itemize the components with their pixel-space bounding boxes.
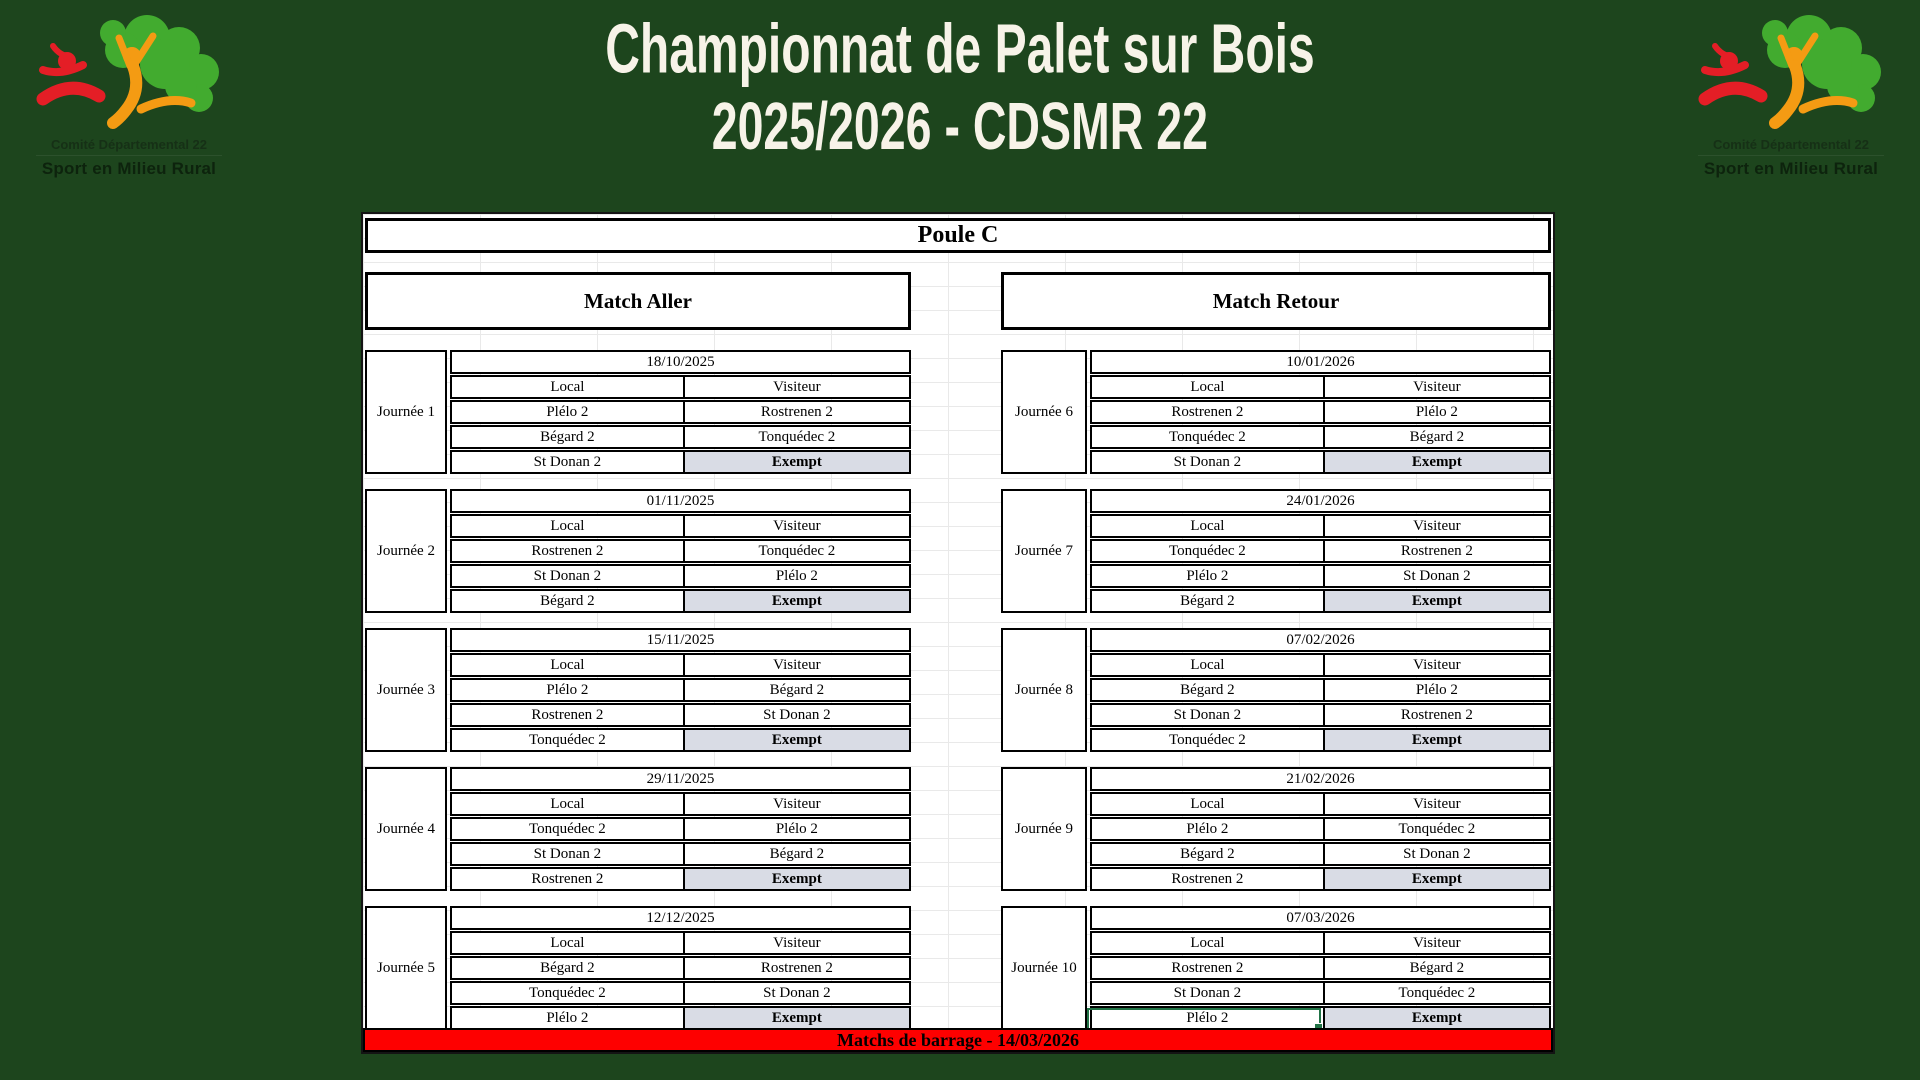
visitor-team-cell[interactable]: Bégard 2 (769, 681, 825, 698)
visitor-team-cell[interactable]: Tonquédec 2 (758, 428, 836, 445)
match-row (450, 817, 911, 841)
match-row (1090, 842, 1551, 866)
aller-column (365, 350, 911, 1045)
visitor-team-cell[interactable]: Plélo 2 (1415, 681, 1458, 698)
day-block (1001, 628, 1551, 752)
visitor-team-cell[interactable]: Rostrenen 2 (1400, 706, 1473, 723)
local-team-cell[interactable]: Bégard 2 (452, 958, 685, 978)
exempt-cell[interactable]: Exempt (685, 730, 909, 750)
local-header-cell[interactable]: Local (1092, 377, 1325, 397)
exempt-cell[interactable]: Exempt (1325, 730, 1549, 750)
day-table (450, 767, 911, 891)
local-header-cell[interactable]: Local (452, 933, 685, 953)
date-row (450, 350, 911, 374)
local-header-cell[interactable]: Local (452, 794, 685, 814)
visitor-team-cell[interactable]: Tonquédec 2 (1398, 820, 1476, 837)
local-team-cell[interactable]: Plélo 2 (1092, 566, 1325, 586)
day-label-cell[interactable]: Journée 1 (365, 350, 447, 474)
match-row (1090, 728, 1551, 752)
date-row (1090, 350, 1551, 374)
match-row (450, 678, 911, 702)
match-row (1090, 678, 1551, 702)
barrage-banner-cell[interactable]: Matchs de barrage - 14/03/2026 (363, 1028, 1553, 1052)
visitor-team-cell[interactable]: St Donan 2 (1403, 845, 1471, 862)
local-team-cell[interactable]: Rostrenen 2 (1092, 402, 1325, 422)
local-team-cell[interactable]: Tonquédec 2 (452, 730, 685, 750)
visitor-header-cell[interactable]: Visiteur (773, 517, 821, 534)
column-header-row (1090, 792, 1551, 816)
day-table (1090, 350, 1551, 474)
local-team-cell[interactable]: Plélo 2 (452, 680, 685, 700)
local-header-cell[interactable]: Local (452, 377, 685, 397)
visitor-header-cell[interactable]: Visiteur (1413, 378, 1461, 395)
visitor-team-cell[interactable]: Rostrenen 2 (1400, 542, 1473, 559)
column-header-row (450, 931, 911, 955)
logo-caption-committee: Comité Départemental 22 (50, 137, 208, 152)
match-row (1090, 425, 1551, 449)
local-team-cell[interactable]: Rostrenen 2 (1092, 869, 1325, 889)
match-row (450, 589, 911, 613)
visitor-header-cell[interactable]: Visiteur (1413, 517, 1461, 534)
local-team-cell[interactable]: Tonquédec 2 (452, 819, 685, 839)
local-team-cell[interactable]: Plélo 2 (452, 402, 685, 422)
exempt-cell[interactable]: Exempt (685, 869, 909, 889)
visitor-team-cell[interactable]: Bégard 2 (1409, 428, 1465, 445)
exempt-cell[interactable]: Exempt (685, 1008, 909, 1028)
column-header-row (1090, 653, 1551, 677)
title-line-2: 2025/2026 - CDSMR 22 (711, 89, 1209, 165)
day-table (450, 350, 911, 474)
day-block (1001, 767, 1551, 891)
local-team-cell[interactable]: Plélo 2 (1092, 1008, 1325, 1028)
match-row (1090, 867, 1551, 891)
date-row (1090, 489, 1551, 513)
visitor-team-cell[interactable]: Bégard 2 (769, 845, 825, 862)
day-block (1001, 489, 1551, 613)
local-header-cell[interactable]: Local (1092, 794, 1325, 814)
day-label-cell[interactable]: Journée 5 (365, 906, 447, 1030)
exempt-cell[interactable]: Exempt (1325, 591, 1549, 611)
day-block (365, 489, 911, 613)
local-team-cell[interactable]: Bégard 2 (1092, 844, 1325, 864)
day-table (1090, 489, 1551, 613)
match-row (1090, 564, 1551, 588)
local-team-cell[interactable]: Rostrenen 2 (452, 705, 685, 725)
match-row (1090, 703, 1551, 727)
date-cell[interactable]: 15/11/2025 (646, 631, 715, 648)
visitor-header-cell[interactable]: Visiteur (773, 378, 821, 395)
match-row (1090, 539, 1551, 563)
date-cell[interactable]: 21/02/2026 (1286, 770, 1355, 787)
logo-caption-sport: Sport en Milieu Rural (41, 159, 217, 178)
column-header-row (450, 653, 911, 677)
local-team-cell[interactable]: Plélo 2 (452, 1008, 685, 1028)
visitor-team-cell[interactable]: St Donan 2 (763, 706, 831, 723)
local-team-cell[interactable]: Bégard 2 (452, 591, 685, 611)
visitor-header-cell[interactable]: Visiteur (773, 795, 821, 812)
local-header-cell[interactable]: Local (452, 655, 685, 675)
date-cell[interactable]: 24/01/2026 (1286, 492, 1355, 509)
day-label-cell[interactable]: Journée 9 (1001, 767, 1087, 891)
exempt-cell[interactable]: Exempt (685, 591, 909, 611)
match-row (1090, 400, 1551, 424)
match-row (450, 867, 911, 891)
date-row (450, 767, 911, 791)
match-row (450, 956, 911, 980)
visitor-team-cell[interactable]: Tonquédec 2 (758, 542, 836, 559)
day-label-cell[interactable]: Journée 6 (1001, 350, 1087, 474)
day-label-cell[interactable]: Journée 4 (365, 767, 447, 891)
day-label-cell[interactable]: Journée 8 (1001, 628, 1087, 752)
match-row (450, 703, 911, 727)
pool-title-cell[interactable]: Poule C (365, 218, 1551, 253)
date-cell[interactable]: 18/10/2025 (646, 353, 715, 370)
local-team-cell[interactable]: St Donan 2 (452, 844, 685, 864)
column-header-row (450, 792, 911, 816)
visitor-header-cell[interactable]: Visiteur (1413, 934, 1461, 951)
visitor-team-cell[interactable]: Plélo 2 (1415, 403, 1458, 420)
visitor-team-cell[interactable]: St Donan 2 (763, 984, 831, 1001)
local-team-cell[interactable]: St Donan 2 (1092, 705, 1325, 725)
local-header-cell[interactable]: Local (1092, 516, 1325, 536)
exempt-cell[interactable]: Exempt (1325, 452, 1549, 472)
local-team-cell[interactable]: Tonquédec 2 (1092, 427, 1325, 447)
match-row (450, 981, 911, 1005)
local-team-cell[interactable]: Plélo 2 (1092, 819, 1325, 839)
day-block (1001, 350, 1551, 474)
match-row (450, 425, 911, 449)
local-team-cell[interactable]: St Donan 2 (452, 566, 685, 586)
visitor-header-cell[interactable]: Visiteur (1413, 656, 1461, 673)
date-row (1090, 767, 1551, 791)
day-table (1090, 767, 1551, 891)
visitor-team-cell[interactable]: Bégard 2 (1409, 959, 1465, 976)
date-row (450, 489, 911, 513)
date-cell[interactable]: 07/02/2026 (1286, 631, 1355, 648)
active-cell-selection[interactable] (1087, 1008, 1321, 1030)
local-team-cell[interactable]: St Donan 2 (1092, 452, 1325, 472)
local-header-cell[interactable]: Local (1092, 655, 1325, 675)
date-row (1090, 628, 1551, 652)
retour-column (1001, 350, 1551, 1045)
visitor-team-cell[interactable]: Plélo 2 (775, 820, 818, 837)
local-team-cell[interactable]: St Donan 2 (452, 452, 685, 472)
day-block (365, 767, 911, 891)
column-header-row (450, 514, 911, 538)
match-retour-header-cell[interactable]: Match Retour (1001, 272, 1551, 330)
match-row (1090, 956, 1551, 980)
day-table (450, 906, 911, 1030)
date-cell[interactable]: 10/01/2026 (1286, 353, 1355, 370)
day-table (1090, 628, 1551, 752)
exempt-cell[interactable]: Exempt (685, 452, 909, 472)
local-team-cell[interactable]: Rostrenen 2 (1092, 958, 1325, 978)
page-title (0, 9, 1920, 165)
match-row (450, 400, 911, 424)
local-team-cell[interactable]: Tonquédec 2 (1092, 730, 1325, 750)
day-label-cell[interactable]: Journée 3 (365, 628, 447, 752)
local-team-cell[interactable]: Rostrenen 2 (452, 541, 685, 561)
logo-caption-committee: Comité Départemental 22 (1712, 137, 1870, 152)
visitor-team-cell[interactable]: St Donan 2 (1403, 567, 1471, 584)
match-row (450, 564, 911, 588)
title-line-1: Championnat de Palet sur Bois (605, 9, 1315, 88)
match-row (1090, 981, 1551, 1005)
date-cell[interactable]: 07/03/2026 (1286, 909, 1355, 926)
date-cell[interactable]: 12/12/2025 (646, 909, 715, 926)
local-header-cell[interactable]: Local (452, 516, 685, 536)
day-label-cell[interactable]: Journée 7 (1001, 489, 1087, 613)
day-label-cell[interactable]: Journée 10 (1001, 906, 1087, 1030)
date-cell[interactable]: 29/11/2025 (646, 770, 715, 787)
match-row (450, 842, 911, 866)
day-block (365, 628, 911, 752)
visitor-header-cell[interactable]: Visiteur (773, 656, 821, 673)
schedule-spreadsheet[interactable] (361, 212, 1555, 1054)
match-row (1090, 817, 1551, 841)
visitor-team-cell[interactable]: Rostrenen 2 (760, 403, 833, 420)
date-row (450, 906, 911, 930)
visitor-header-cell[interactable]: Visiteur (773, 934, 821, 951)
local-team-cell[interactable]: St Donan 2 (1092, 983, 1325, 1003)
visitor-team-cell[interactable]: Plélo 2 (775, 567, 818, 584)
local-team-cell[interactable]: Bégard 2 (1092, 591, 1325, 611)
exempt-cell[interactable]: Exempt (1325, 1008, 1549, 1028)
day-table (450, 489, 911, 613)
exempt-cell[interactable]: Exempt (1325, 869, 1549, 889)
visitor-team-cell[interactable]: Rostrenen 2 (760, 959, 833, 976)
visitor-team-cell[interactable]: Tonquédec 2 (1398, 984, 1476, 1001)
date-row (450, 628, 911, 652)
logo-caption-sport: Sport en Milieu Rural (1703, 159, 1879, 178)
day-block (365, 906, 911, 1030)
local-team-cell[interactable]: Bégard 2 (1092, 680, 1325, 700)
column-header-row (1090, 514, 1551, 538)
match-row (450, 450, 911, 474)
column-header-row (450, 375, 911, 399)
local-header-cell[interactable]: Local (1092, 933, 1325, 953)
column-header-row (1090, 375, 1551, 399)
date-cell[interactable]: 01/11/2025 (646, 492, 715, 509)
local-team-cell[interactable]: Bégard 2 (452, 427, 685, 447)
date-row (1090, 906, 1551, 930)
local-team-cell[interactable]: Tonquédec 2 (1092, 541, 1325, 561)
column-header-row (1090, 931, 1551, 955)
match-row (450, 539, 911, 563)
day-label-cell[interactable]: Journée 2 (365, 489, 447, 613)
match-row (1090, 450, 1551, 474)
match-row (450, 728, 911, 752)
local-team-cell[interactable]: Rostrenen 2 (452, 869, 685, 889)
match-row (450, 1006, 911, 1030)
visitor-header-cell[interactable]: Visiteur (1413, 795, 1461, 812)
day-table (450, 628, 911, 752)
day-block (365, 350, 911, 474)
match-aller-header-cell[interactable]: Match Aller (365, 272, 911, 330)
match-row (1090, 589, 1551, 613)
local-team-cell[interactable]: Tonquédec 2 (452, 983, 685, 1003)
